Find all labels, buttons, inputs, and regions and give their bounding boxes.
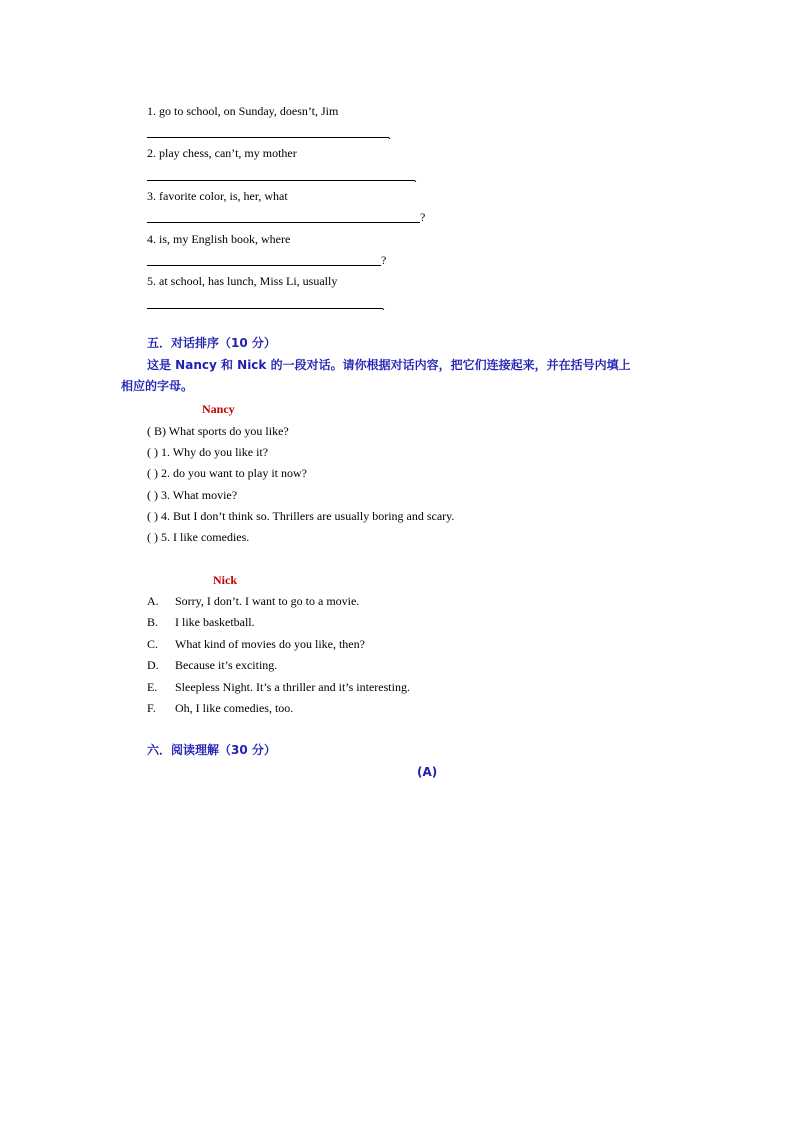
nick-option-a xyxy=(147,593,359,609)
section-5-instruction-line-2: 相应的字母。 xyxy=(121,379,194,393)
nancy-line-2[interactable]: ( ) 2. do you want to play it now? xyxy=(147,466,307,480)
sentence-prompt-1: 1. go to school, on Sunday, doesn’t, Jim xyxy=(147,104,339,118)
answer-end-1: . xyxy=(388,128,391,142)
reading-part-label: (A) xyxy=(417,765,438,779)
option-text: Oh, I like comedies, too. xyxy=(175,701,294,715)
section-5-title: 五．对话排序（10 分） xyxy=(147,336,276,350)
nancy-line-example: ( B) What sports do you like? xyxy=(147,424,289,438)
answer-end-5: . xyxy=(382,299,385,313)
section-6-title: 六．阅读理解（30 分） xyxy=(147,743,276,757)
sentence-prompt-5: 5. at school, has lunch, Miss Li, usually xyxy=(147,274,338,288)
option-text: Because it’s exciting. xyxy=(175,658,278,672)
option-text: Sleepless Night. It’s a thriller and it’s interesting. xyxy=(175,680,410,694)
answer-line-1[interactable] xyxy=(147,137,389,138)
section-5-instruction-line-1: 这是 Nancy 和 Nick 的一段对话。请你根据对话内容，把它们连接起来，并在括号内填上 xyxy=(147,358,631,372)
option-letter: D. xyxy=(147,658,159,672)
option-letter: C. xyxy=(147,637,159,651)
answer-line-5[interactable] xyxy=(147,308,383,309)
speaker-nick: Nick xyxy=(213,573,237,587)
nick-option-c xyxy=(147,636,365,652)
option-letter: E. xyxy=(147,680,158,694)
option-letter: A. xyxy=(147,594,159,608)
option-letter: B. xyxy=(147,615,159,629)
option-letter: F. xyxy=(147,701,156,715)
nancy-line-3[interactable]: ( ) 3. What movie? xyxy=(147,488,238,502)
answer-line-2[interactable] xyxy=(147,180,415,181)
option-text: I like basketball. xyxy=(175,615,255,629)
answer-line-3[interactable] xyxy=(147,222,420,223)
sentence-prompt-2: 2. play chess, can’t, my mother xyxy=(147,146,297,160)
sentence-prompt-3: 3. favorite color, is, her, what xyxy=(147,189,288,203)
option-text: Sorry, I don’t. I want to go to a movie. xyxy=(175,594,360,608)
nick-option-b xyxy=(147,614,255,630)
nancy-line-1[interactable]: ( ) 1. Why do you like it? xyxy=(147,445,269,459)
answer-end-4: ? xyxy=(381,253,387,267)
nancy-line-5[interactable]: ( ) 5. I like comedies. xyxy=(147,530,250,544)
nancy-line-4[interactable]: ( ) 4. But I don’t think so. Thrillers are usually boring and scary. xyxy=(147,509,455,523)
answer-end-2: . xyxy=(414,171,417,185)
nick-option-e xyxy=(147,679,410,695)
speaker-nancy: Nancy xyxy=(202,402,235,416)
nick-option-f xyxy=(147,700,293,716)
option-text: What kind of movies do you like, then? xyxy=(175,637,365,651)
answer-line-4[interactable] xyxy=(147,265,381,266)
sentence-prompt-4: 4. is, my English book, where xyxy=(147,232,291,246)
answer-end-3: ? xyxy=(420,210,426,224)
nick-option-d xyxy=(147,657,277,673)
